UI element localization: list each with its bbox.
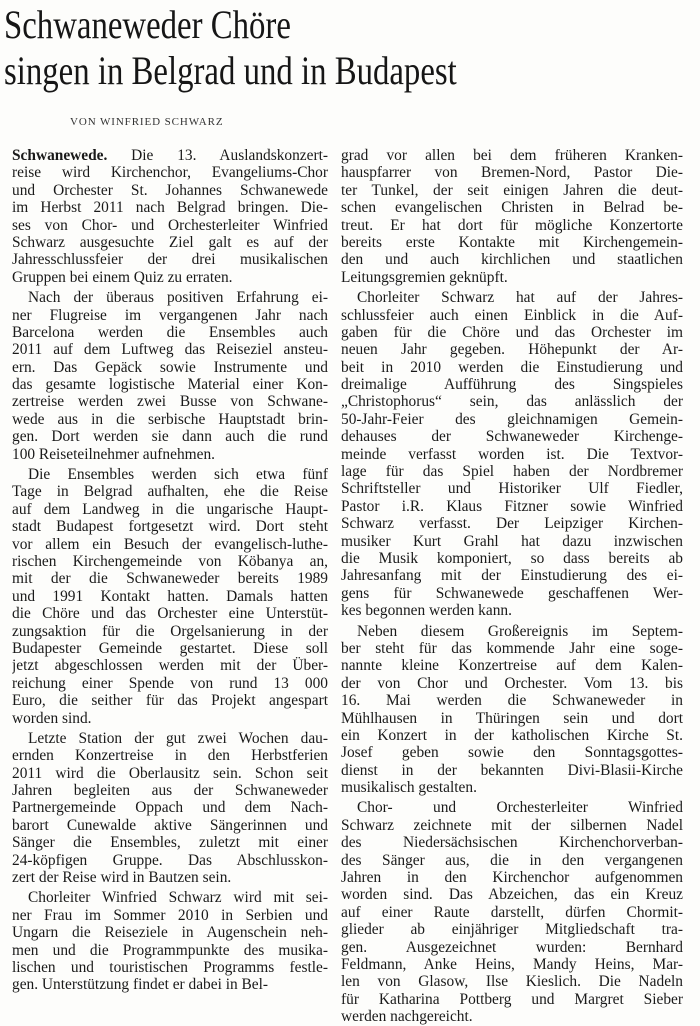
text-line: die Chöre und das Orchester eine Unterstüt- [12,605,328,623]
text-line: treut. Er hat dort für mögliche Konzertorte [341,216,683,234]
text-line: rischen Kirchengemeinde von Köbanya an, [12,552,328,570]
text-line: „Christophorus“ sein, das anlässlich der [341,393,683,411]
text-line: ein Konzert in der katholischen Kirche St. [341,726,683,744]
text-line: auf dem Landweg in die ungarische Haupt- [12,500,328,518]
text-line: mit der die Schwaneweder bereits 1989 [12,570,328,588]
text-line: ses von Chor- und Orchesterleiter Winfried [12,216,328,234]
text-line: reichung einer Spende von rund 13 000 [12,674,328,692]
text-line: des Niedersächsischen Kirchenchorverban- [341,834,683,852]
text-line: dreimalige Aufführung des Singspieles [341,376,683,394]
text-line: Pastor i.R. Klaus Fitzner sowie Winfried [341,497,683,515]
text-line: Jahren begleiten aus der Schwaneweder [12,782,328,800]
text-line: Die Ensembles werden sich etwa fünf [28,466,328,484]
text-line: werden nachgereicht. [341,1008,473,1026]
text-line: nannte kleine Konzertreise auf dem Kalen- [341,657,683,675]
text-line: neuen Jahr gegeben. Höhepunkt der Ar- [341,341,683,359]
text-line: ernden Konzertreise in den Herbstferien [12,747,328,765]
text-line: dienst in der bekannten Divi-Blasii-Kirche [341,761,683,779]
text-line: Euro, die seither für das Projekt angespart [12,692,328,710]
text-line: Budapester Gemeinde gestartet. Diese soll [12,639,328,657]
text-line: 16. Mai werden die Schwaneweder in [341,692,683,710]
article-column-left [12,147,328,994]
text-line: dehauses der Schwaneweder Kirchenge- [341,428,683,446]
text-line: beit in 2010 werden die Einstudierung und [341,358,683,376]
text-line: lage für das Spiel haben der Nordbremer [341,463,683,481]
text-line: auf einer Raute darstellt, dürfen Chormit- [341,903,683,921]
text-line: Jahren in den Kirchenchor aufgenommen [341,869,683,887]
text-line: Gruppen bei einem Quiz zu erraten. [12,268,233,286]
text-line: hauspfarrer von Bremen-Nord, Pastor Die- [341,164,683,182]
text-line: schen evangelischen Christen in Belrad be- [341,199,683,217]
text-line: Mühlhausen in Thüringen sein und dort [341,709,683,727]
text-line: Partnergemeinde Oppach und dem Nach- [12,799,328,817]
text-line: Jahresschlussfeier der drei musikalischen [12,251,328,269]
text-line: Nach der überaus positiven Erfahrung ei- [28,289,328,307]
text-line: jetzt abgeschlossen werden mit der Über- [12,657,328,675]
text-line: Tage in Belgrad aufhalten, ehe die Reise [12,483,328,501]
text-line: des Sänger aus, die in den vergangenen [341,851,683,869]
article-column-right [341,147,683,1026]
text-line: musikalisch gestalten. [341,779,477,797]
text-line: musiker Kurt Grahl hat dazu inzwischen [341,532,683,550]
text-line: zertreise werden zwei Busse von Schwane- [12,393,328,411]
text-line: worden sind. Das Abzeichen, das ein Kreuz [341,886,683,904]
text-line: im Herbst 2011 nach Belgrad bringen. Die- [12,199,328,217]
text-line: das gesamte logistische Material einer Kon- [12,376,328,394]
text-line: der von Chor und Orchester. Vom 13. bis [341,674,683,692]
text-line: Schwarz ausgesuchte Ziel galt es auf der [12,233,328,251]
dateline: Schwanewede. [12,147,108,164]
text-line: zert der Reise wird in Bautzen sein. [12,869,232,887]
text-line: wede aus in die serbische Hauptstadt brin- [12,410,328,428]
text-line: Schwarz verfasst. Der Leipziger Kirchen- [341,515,683,533]
text-line: barort Cunewalde aktive Sängerinnen und [12,816,328,834]
text-line: meinde verfasst worden ist. Die Textvor- [341,445,683,463]
text-line: len von Glasow, Ilse Kieslich. Die Nadeln [341,973,683,991]
text-line: Barcelona werden die Ensembles auch [12,323,328,341]
text-line: 50-Jahr-Feier des gleichnamigen Gemein- [341,410,683,428]
text-line: 2011 auf dem Luftweg das Reiseziel ansteu- [12,341,328,359]
byline: VON WINFRIED SCHWARZ [70,116,224,128]
text-line: glieder ab einjähriger Mitgliedschaft tra- [341,921,683,939]
text-line: 100 Reiseteilnehmer aufnehmen. [12,445,216,463]
text-line: kes begonnen werden kann. [341,602,512,620]
text-line: gens für Schwanewede geschaffenen Wer- [341,584,683,602]
text-line: Sänger die Ensembles, zuletzt mit einer [12,834,328,852]
headline-line-1: Schwaneweder Chöre [4,2,291,47]
text-line: gen. Unterstützung findet er dabei in Bel- [12,976,269,994]
text-line: bereits erste Kontakte mit Kirchengemein- [341,233,683,251]
text-line: Feldmann, Anke Heins, Mandy Heins, Mar- [341,955,683,973]
text-line: Chorleiter Winfried Schwarz wird mit sei- [28,889,328,907]
text-line: ner Flugreise im vergangenen Jahr nach [12,306,328,324]
text-line: vor allem ein Besuch der evangelisch-luthe- [12,535,328,553]
text-line: schlussfeier auch einen Einblick in die Auf- [341,306,683,324]
text-line: ern. Das Gepäck sowie Instrumente und [12,358,328,376]
headline [4,2,573,94]
text-line: 24-köpfigen Gruppe. Das Abschlusskon- [12,851,328,869]
text-line: Schwarz zeichnete mit der silbernen Nadel [341,816,683,834]
text-line: Josef geben sowie den Sonntagsgottes- [341,744,683,762]
text-line: reise wird Kirchenchor, Evangeliums-Chor [12,164,328,182]
text-line: ber steht für das kommende Jahr eine soge- [341,639,683,657]
text-line: Jahresanfang mit der Einstudierung des ei- [341,567,683,585]
text-line: Letzte Station der gut zwei Wochen dau- [28,729,328,747]
text-line: 2011 wird die Oberlausitz sein. Schon seit [12,764,328,782]
text-line: die Musik komponiert, so dass bereits ab [341,549,683,567]
text-line: stadt Budapest fortgesetzt wird. Dort steht [12,518,328,536]
text-line: zungsaktion für die Orgelsanierung in der [12,622,328,640]
text-line-rest: Die 13. Auslandskonzert- [107,147,328,164]
text-line: lischen und touristischen Programms festle- [12,958,328,976]
text-line: und 1991 Kontakt hatten. Damals hatten [12,587,328,605]
text-line: gaben für die Chöre und das Orchester im [341,323,683,341]
text-line: und Orchester St. Johannes Schwanewede [12,181,328,199]
text-line: den und auch kirchlichen und staatlichen [341,251,683,269]
text-line: Chorleiter Schwarz hat auf der Jahres- [357,289,683,307]
text-line: grad vor allen bei dem früheren Kranken- [341,147,683,164]
text-line: Leitungsgremien geknüpft. [341,268,508,286]
text-line: für Katharina Pottberg und Margret Sieber [341,990,683,1008]
text-line: ter Tunkel, der seit einigen Jahren die deut- [341,181,683,199]
text-line: men und die Programmpunkte des musika- [12,941,328,959]
headline-line-2: singen in Belgrad und in Budapest [4,48,457,93]
text-line: Neben diesem Großereignis im Septem- [357,622,683,640]
text-line: Ungarn die Reiseziele in Augenschein neh- [12,924,328,942]
text-line: worden sind. [12,709,92,727]
text-line: Chor- und Orchesterleiter Winfried [357,799,683,817]
text-line: gen. Dort werden sie dann auch die rund [12,428,328,446]
text-line [12,147,328,164]
text-line: Schriftsteller und Historiker Ulf Fiedler, [341,480,683,498]
text-line: ner Frau im Sommer 2010 in Serbien und [12,906,328,924]
text-line: gen. Ausgezeichnet wurden: Bernhard [341,938,683,956]
